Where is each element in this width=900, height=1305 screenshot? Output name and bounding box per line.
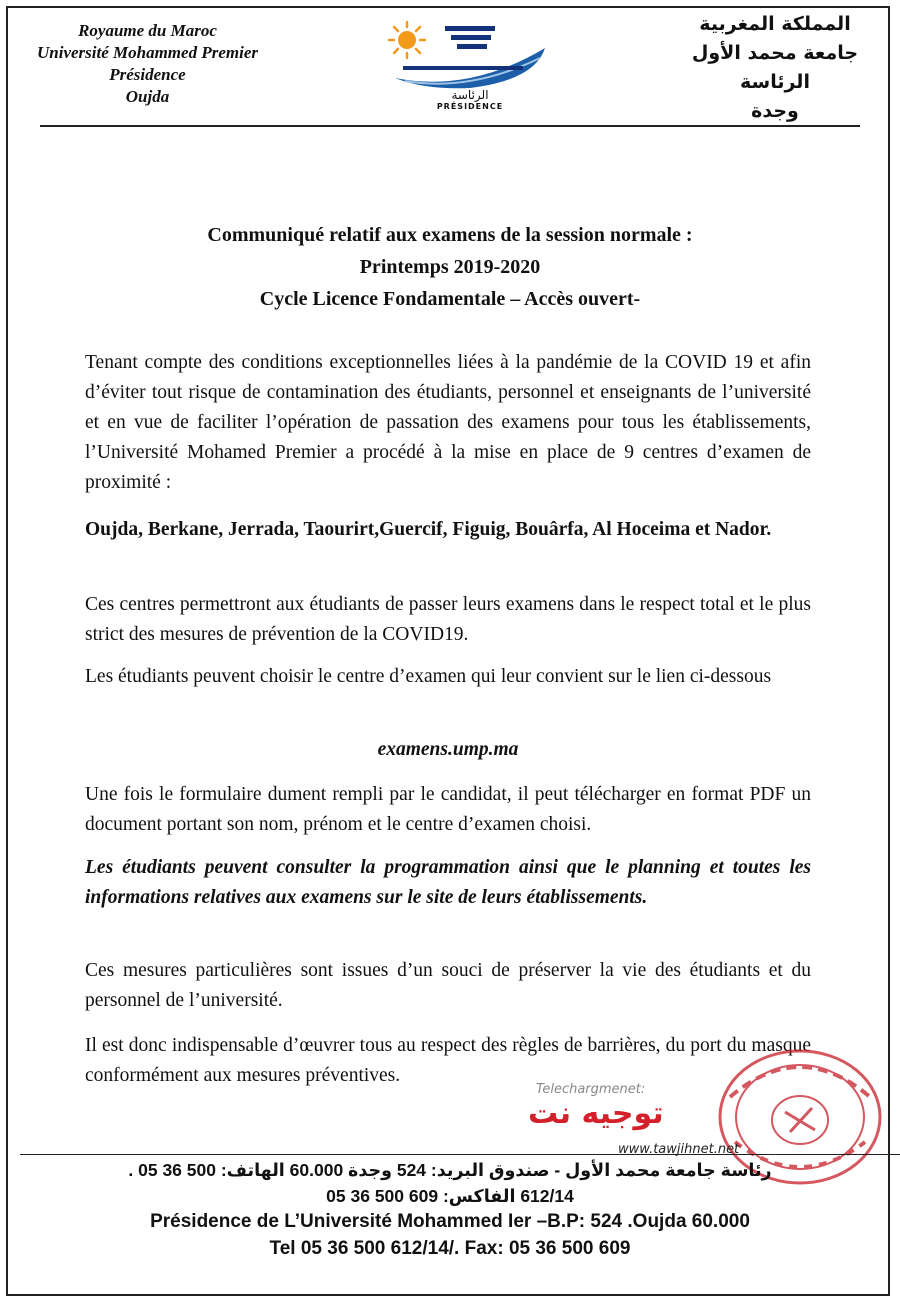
title-line-1: Communiqué relatif aux examens de la session normale : bbox=[207, 224, 693, 246]
header-city: Oujda bbox=[125, 87, 170, 106]
paragraph-measures: Ces mesures particulières sont issues d’un souci de préserver la vie des étudiants et du personnel de l’université. bbox=[85, 960, 811, 1011]
header-ar-city: وجدة bbox=[751, 100, 799, 122]
header-arabic-block bbox=[690, 10, 860, 126]
exam-link[interactable]: examens.ump.ma bbox=[377, 739, 519, 760]
header-ar-university: جامعة محمد الأول bbox=[691, 42, 859, 64]
paragraph-centres: Ces centres permettront aux étudiants de passer leurs examens dans le respect total et le plus strict des mesures de prévention de la COVID19. bbox=[85, 594, 811, 645]
title-line-2: Printemps 2019-2020 bbox=[359, 256, 541, 278]
sun-icon bbox=[389, 22, 425, 58]
footer-arabic-line-1: رئاسة جامعة محمد الأول - صندوق البريد: 524 وجدة 60.000 الهاتف: 500 36 05 . bbox=[128, 1160, 772, 1180]
header-kingdom: Royaume du Maroc bbox=[78, 21, 217, 40]
title-line-3: Cycle Licence Fondamentale – Accès ouvert- bbox=[259, 288, 641, 310]
paragraph-choose-centre: Les étudiants peuvent choisir le centre d’examen qui leur convient sur le lien ci-dessous bbox=[85, 666, 772, 687]
paragraph-consult: Les étudiants peuvent consulter la programmation ainsi que le planning et toutes les informations relatives aux examens sur le site de leurs établissements. bbox=[85, 857, 811, 908]
footer-address: Présidence de L’Université Mohammed Ier –B.P: 524 .Oujda 60.000 bbox=[150, 1211, 750, 1232]
paragraph-form: Une fois le formulaire dument rempli par le candidat, il peut télécharger en format PDF un document portant son nom, prénom et le centre d’examen choisi. bbox=[85, 784, 811, 835]
header-french-block bbox=[20, 20, 275, 108]
footer-phone-fax: Tel 05 36 500 612/14/. Fax: 05 36 500 609 bbox=[269, 1238, 631, 1259]
header-presidency: Présidence bbox=[109, 65, 186, 84]
paragraph-barriers: Il est donc indispensable d’œuvrer tous au respect des règles de barrières, du port du masque conformément aux mesures préventives. bbox=[85, 1035, 811, 1086]
header-ar-kingdom: المملكة المغربية bbox=[699, 13, 851, 35]
logo-caption bbox=[420, 88, 520, 111]
footer-arabic-line-2: 612/14 الفاكس: 609 500 36 05 bbox=[326, 1186, 574, 1206]
logo-caption-french: PRÉSIDENCE bbox=[436, 102, 504, 111]
header-ar-presidency: الرئاسة bbox=[740, 71, 810, 93]
watermark-site: www.tawjihnet.net bbox=[618, 1142, 740, 1157]
header-university: Université Mohammed Premier bbox=[37, 43, 258, 62]
paragraph-cities: Oujda, Berkane, Jerrada, Taourirt,Guercif, Figuig, Bouârfa, Al Hoceima et Nador. bbox=[85, 519, 772, 540]
logo-caption-arabic: الرئاسة bbox=[451, 88, 489, 102]
communique-title bbox=[60, 219, 840, 315]
header-divider bbox=[40, 125, 860, 127]
watermark-brand: توجيه نت bbox=[528, 1096, 664, 1131]
download-watermark bbox=[528, 1082, 740, 1162]
watermark-label: Telechargmenet: bbox=[536, 1082, 646, 1097]
footer-divider bbox=[20, 1154, 900, 1155]
paragraph-context: Tenant compte des conditions exceptionnelles liées à la pandémie de la COVID 19 et afin d’éviter tout risque de contamination des étudiants, personnel et enseignants de l’université et en vue de faciliter l’opération de passation des examens pour tous les établissements, l’Université Mohamed Premier a procédé à la mise en place de 9 centres d’examen de proximité : bbox=[85, 352, 811, 493]
